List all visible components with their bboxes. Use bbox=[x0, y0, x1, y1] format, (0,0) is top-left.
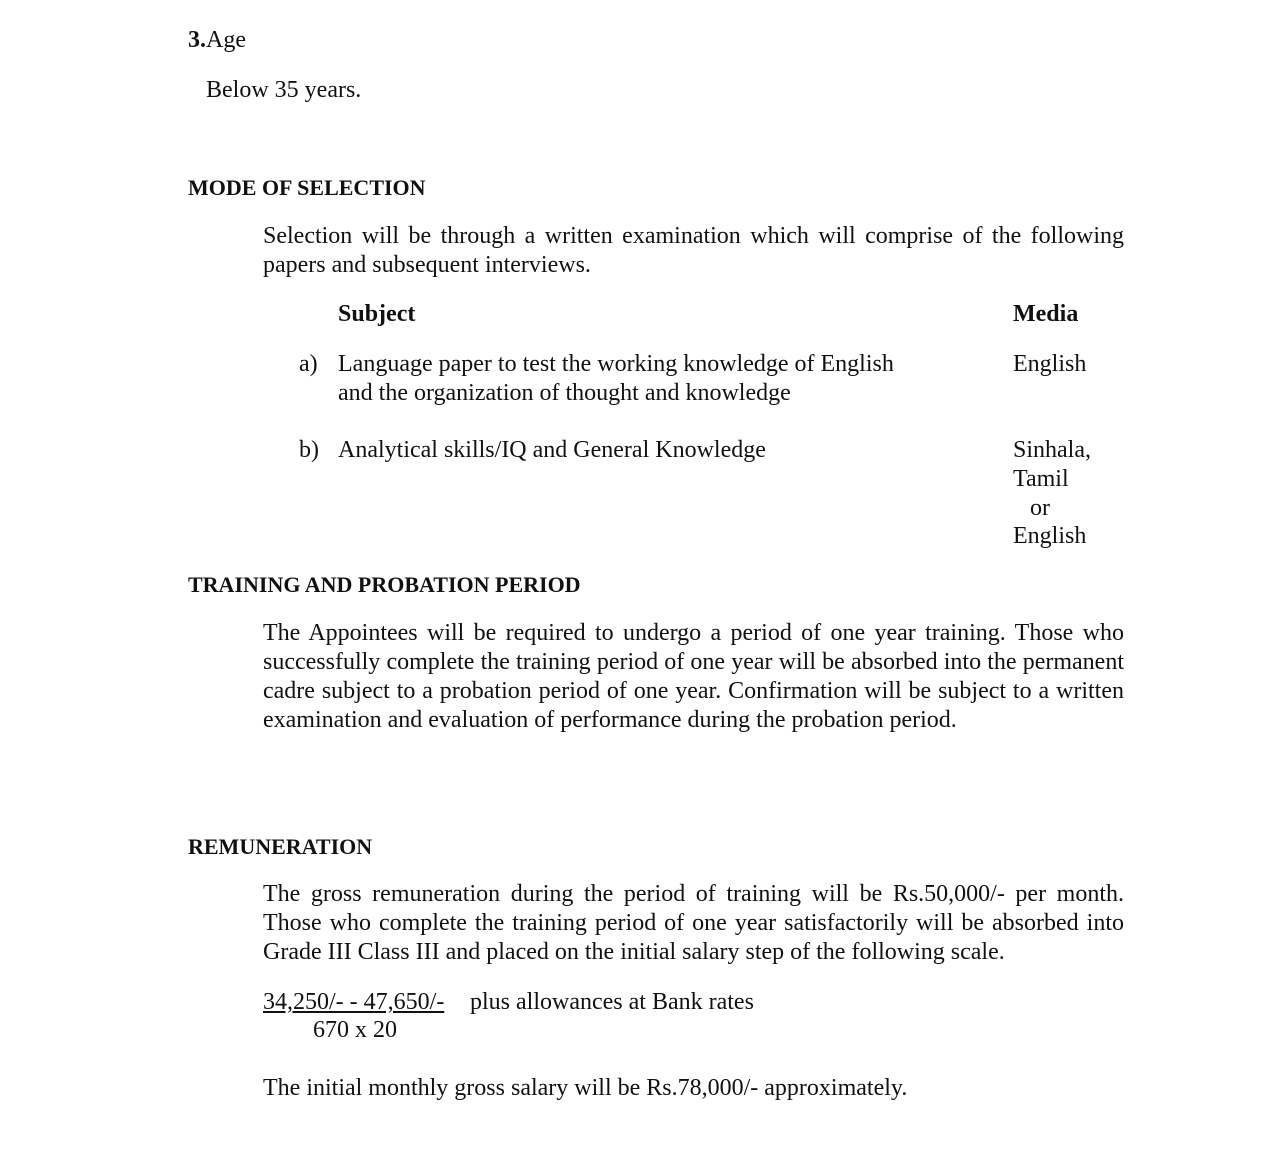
row-b-media-2: Tamil bbox=[1013, 466, 1069, 492]
row-b-media-4: English bbox=[1013, 523, 1087, 549]
remuneration-body: The gross remuneration during the period of training will be Rs.50,000/- per month. Those who complete the training period of one year satisfactorily will be absorbed into Grade III Class III and placed on the initial salary step of the following scale. bbox=[263, 881, 1124, 965]
column-header-media: Media bbox=[1013, 301, 1079, 327]
age-heading bbox=[188, 26, 246, 55]
mode-of-selection-heading: MODE OF SELECTION bbox=[188, 175, 426, 200]
age-number: 3. bbox=[188, 27, 206, 53]
row-a-media: English bbox=[1013, 351, 1087, 377]
column-header-subject: Subject bbox=[338, 301, 416, 327]
row-b-subject-line1: Analytical skills/IQ and General Knowledge bbox=[338, 437, 766, 463]
mode-of-selection-intro: Selection will be through a written examination which will comprise of the following papers and subsequent interviews. bbox=[263, 223, 1124, 278]
row-a-subject-line2: and the organization of thought and knowledge bbox=[338, 380, 791, 406]
training-heading: TRAINING AND PROBATION PERIOD bbox=[188, 572, 581, 597]
salary-scale-range: 34,250/- - 47,650/- bbox=[263, 989, 445, 1015]
age-value: Below 35 years. bbox=[206, 77, 362, 103]
row-a-subject-line1: Language paper to test the working knowledge of English bbox=[338, 351, 894, 377]
row-b-media-1: Sinhala, bbox=[1013, 437, 1091, 463]
remuneration-heading: REMUNERATION bbox=[188, 834, 373, 859]
initial-salary: The initial monthly gross salary will be Rs.78,000/- approximately. bbox=[263, 1075, 908, 1101]
row-a-marker: a) bbox=[299, 351, 318, 377]
row-b-marker: b) bbox=[299, 437, 319, 463]
age-title: Age bbox=[206, 27, 246, 53]
salary-scale-note: plus allowances at Bank rates bbox=[470, 989, 754, 1015]
row-b-media-3: or bbox=[1030, 495, 1050, 521]
training-body: The Appointees will be required to undergo a period of one year training. Those who successfully complete the training period of one year will be absorbed into the permanent cadre subject to a probation period of one year. Confirmation will be subject to a written examination and evaluation of performance during the probation period. bbox=[263, 620, 1124, 733]
salary-scale-increment: 670 x 20 bbox=[313, 1017, 397, 1043]
